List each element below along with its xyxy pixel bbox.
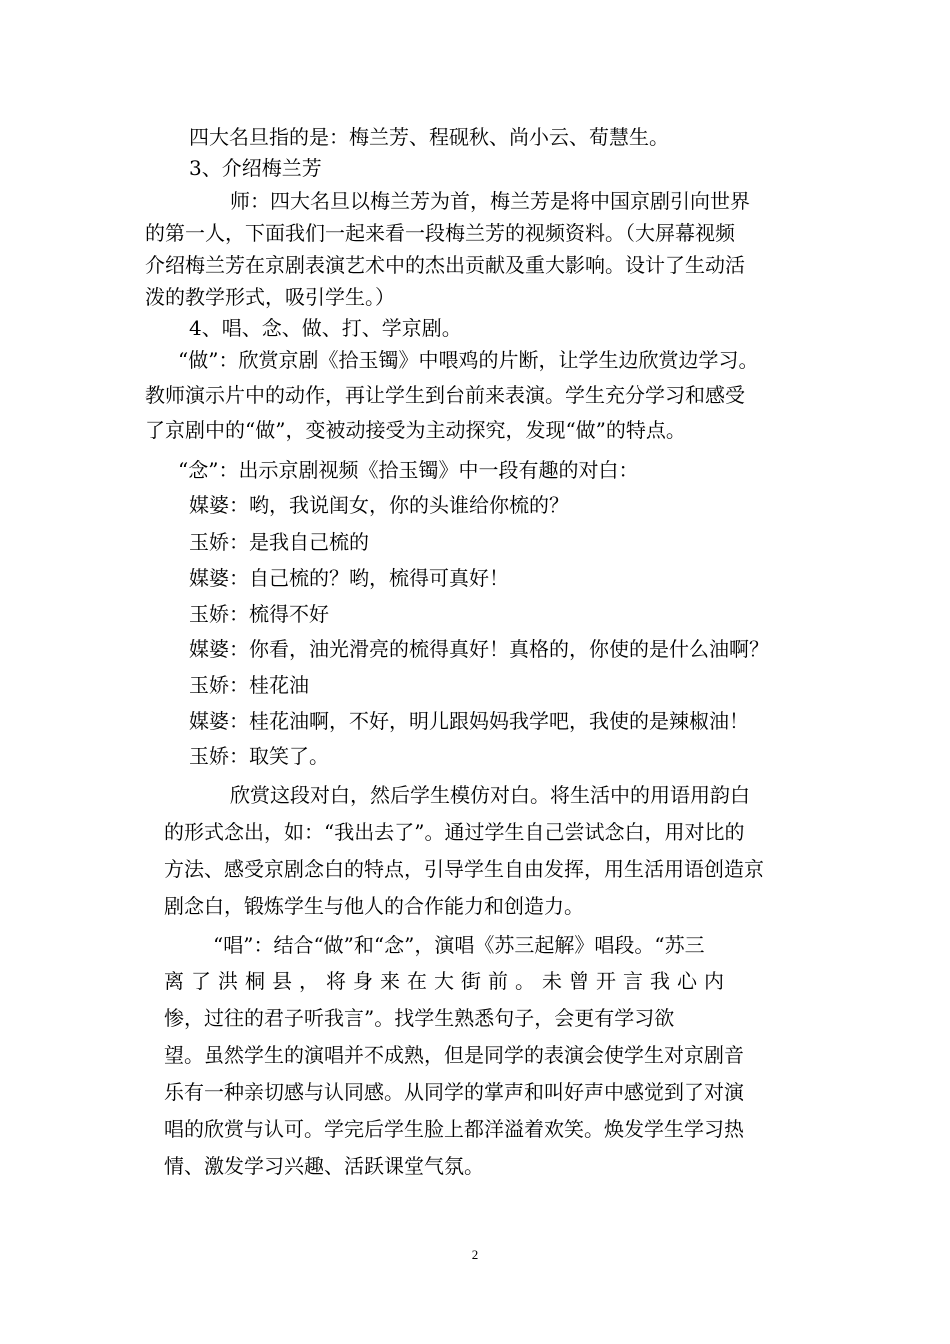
text-line: 教师演示片中的动作，再让学生到台前来表演。学生充分学习和感受 [145, 383, 745, 407]
page-number: 2 [471, 1247, 479, 1262]
text-line: 剧念白，锻炼学生与他人的合作能力和创造力。 [164, 894, 584, 918]
dialogue-line: 玉娇：取笑了。 [189, 744, 329, 768]
dialogue-line: 玉娇：梳得不好 [189, 602, 329, 626]
text-line: “念”：出示京剧视频《拾玉镯》中一段有趣的对白： [178, 458, 639, 482]
text-line: 惨，过往的君子听我言”。找学生熟悉句子，会更有学习欲 [164, 1006, 675, 1030]
text-line: 欣赏这段对白，然后学生模仿对白。将生活中的用语用韵白 [230, 783, 750, 807]
text-line: 了京剧中的“做”，变被动接受为主动探究，发现“做”的特点。 [145, 418, 686, 442]
text-line: 的形式念出，如：“我出去了”。通过学生自己尝试念白，用对比的 [164, 820, 745, 844]
dialogue-line: 媒婆：你看，油光滑亮的梳得真好！真格的，你使的是什么油啊？ [189, 637, 769, 661]
text-line: 的第一人，下面我们一起来看一段梅兰芳的视频资料。（大屏幕视频 [145, 221, 735, 245]
dialogue-line: 玉娇：桂花油 [189, 673, 309, 697]
text-line: 离了洪桐县，将身来在大街前。未曾开言我心内 [164, 969, 731, 993]
text-line: 情、激发学习兴趣、活跃课堂气氛。 [164, 1154, 484, 1178]
section-heading: 3、介绍梅兰芳 [189, 156, 322, 180]
text-line: 泼的教学形式，吸引学生。） [145, 285, 395, 309]
text-line: “做”：欣赏京剧《拾玉镯》中喂鸡的片断，让学生边欣赏边学习。 [178, 348, 759, 372]
section-heading: 4、唱、念、做、打、学京剧。 [189, 316, 462, 340]
text-line: 介绍梅兰芳在京剧表演艺术中的杰出贡献及重大影响。设计了生动活 [145, 253, 745, 277]
text-line: 师：四大名旦以梅兰芳为首，梅兰芳是将中国京剧引向世界 [230, 189, 750, 213]
text-line: “唱”：结合“做”和“念”，演唱《苏三起解》唱段。“苏三 [213, 933, 705, 957]
text-line: 乐有一种亲切感与认同感。从同学的掌声和叫好声中感觉到了对演 [164, 1080, 744, 1104]
dialogue-line: 玉娇：是我自己梳的 [189, 530, 369, 554]
text-line: 唱的欣赏与认可。学完后学生脸上都洋溢着欢笑。焕发学生学习热 [164, 1117, 744, 1141]
text-line: 四大名旦指的是：梅兰芳、程砚秋、尚小云、荀慧生。 [189, 125, 669, 149]
dialogue-line: 媒婆：自己梳的？哟，梳得可真好！ [189, 566, 509, 590]
text-line: 望。虽然学生的演唱并不成熟，但是同学的表演会使学生对京剧音 [164, 1043, 744, 1067]
text-line: 方法、感受京剧念白的特点，引导学生自由发挥，用生活用语创造京 [164, 857, 764, 881]
dialogue-line: 媒婆：哟，我说闺女，你的头谁给你梳的？ [189, 493, 569, 517]
dialogue-line: 媒婆：桂花油啊，不好，明儿跟妈妈我学吧，我使的是辣椒油！ [189, 709, 749, 733]
